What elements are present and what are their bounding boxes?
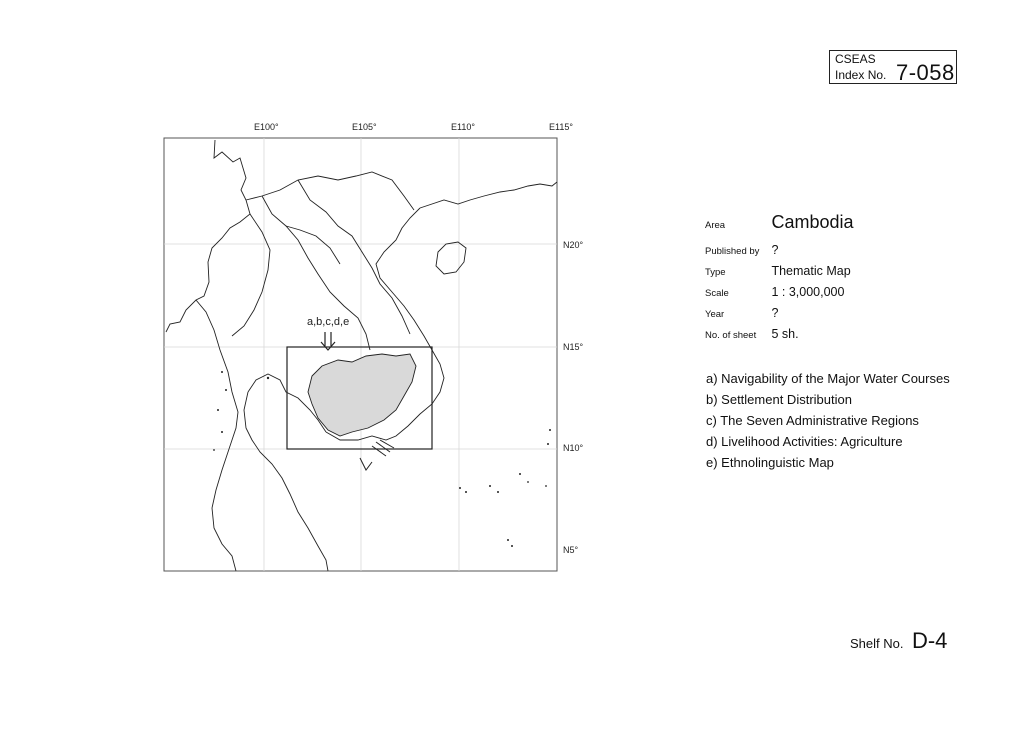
year-label: Year	[705, 309, 725, 320]
lat-label-5: N5°	[563, 545, 579, 555]
sheet-item-c: c) The Seven Administrative Regions	[706, 413, 919, 428]
index-label: Index No.	[835, 68, 887, 82]
shelf-number	[850, 628, 947, 654]
info-year-row	[705, 304, 778, 322]
lat-label-10: N10°	[563, 443, 584, 453]
sheet-list	[706, 368, 950, 473]
published-value: ?	[771, 243, 779, 257]
island-hainan	[436, 242, 466, 274]
border-laos-north	[286, 226, 340, 264]
index-number: 7-058	[896, 60, 955, 85]
scale-label: Scale	[705, 288, 729, 299]
lon-label-105: E105°	[352, 122, 377, 132]
shelf-value: D-4	[911, 628, 948, 653]
info-area-row	[705, 212, 854, 233]
type-label: Type	[705, 267, 726, 278]
scale-value: 1 : 3,000,000	[771, 285, 845, 299]
lon-label-110: E110°	[451, 122, 475, 132]
coast-west	[166, 140, 250, 332]
lon-label-100: E100°	[254, 122, 279, 132]
sheet-item-d: d) Livelihood Activities: Agriculture	[706, 434, 903, 449]
coast-china	[420, 182, 557, 208]
area-label: Area	[705, 220, 726, 231]
lat-label-15: N15°	[563, 342, 584, 352]
info-published-row	[705, 241, 778, 259]
cambodia-region	[308, 354, 416, 436]
graticule	[164, 138, 557, 571]
sheet-item-b: b) Settlement Distribution	[706, 392, 852, 407]
published-label: Published by	[705, 246, 760, 257]
border-laos-vietnam	[298, 180, 410, 334]
info-type-row	[705, 262, 851, 280]
year-value: ?	[771, 306, 779, 320]
map-frame	[164, 138, 557, 571]
sheet-item-e: e) Ethnolinguistic Map	[706, 455, 834, 470]
border-china	[246, 172, 414, 210]
shelf-label: Shelf No.	[850, 636, 904, 651]
mekong-delta	[360, 440, 394, 470]
coast-malay-west	[212, 508, 236, 571]
sheet-marker-label: a,b,c,d,e	[307, 316, 350, 328]
area-value: Cambodia	[771, 212, 854, 232]
coastlines	[166, 140, 557, 571]
sheet-item-a: a) Navigability of the Major Water Courses	[706, 371, 950, 386]
lon-label-115: E115°	[549, 122, 573, 132]
info-scale-row	[705, 283, 844, 301]
coast-malay-east	[244, 392, 328, 571]
coast-andaman	[196, 300, 238, 508]
index-org: CSEAS	[835, 52, 876, 66]
sheets-value: 5 sh.	[771, 327, 799, 341]
sheets-label: No. of sheet	[705, 330, 757, 341]
lat-label-20: N20°	[563, 240, 584, 250]
info-sheets-row	[705, 325, 799, 343]
type-value: Thematic Map	[771, 264, 851, 278]
